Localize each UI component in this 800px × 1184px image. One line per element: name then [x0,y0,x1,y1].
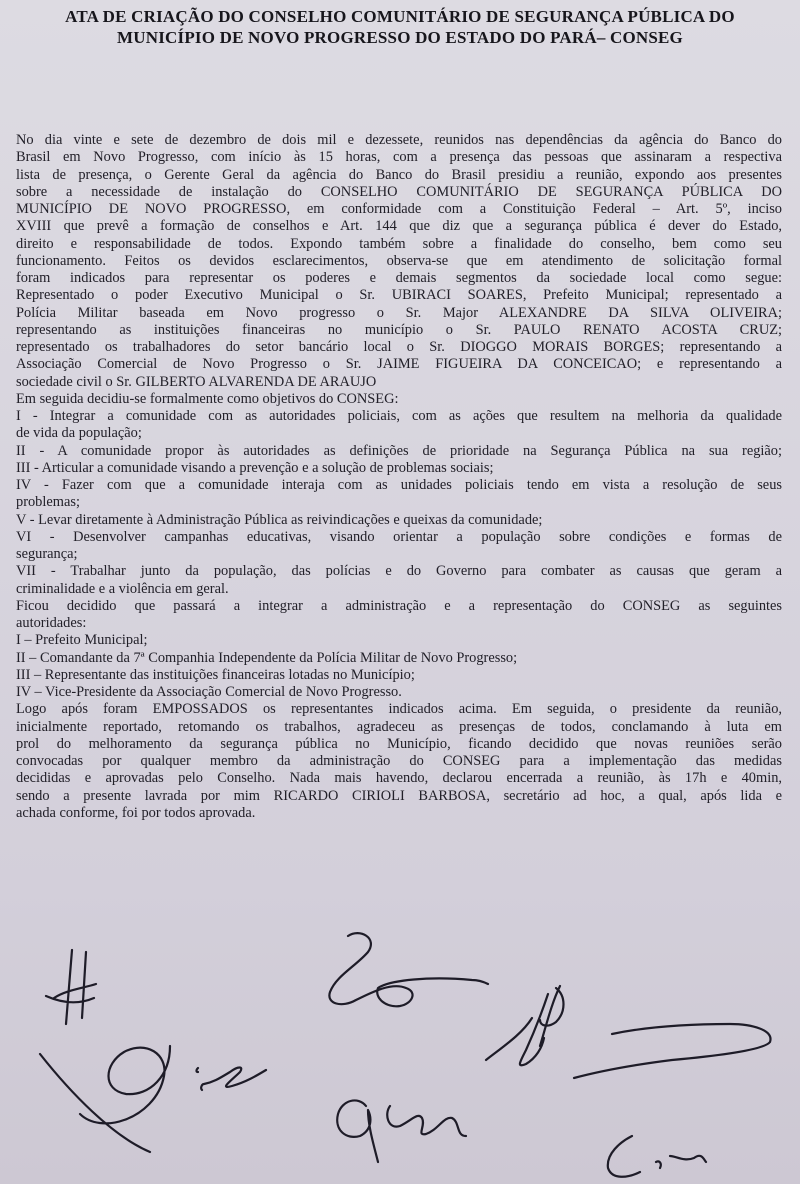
text-line: lista de presença, o Gerente Geral da agência do Banco do Brasil presidiu a reunião, expondo aos presentes [16,166,782,183]
signature-5 [40,1046,266,1152]
signature-6 [337,1100,466,1162]
text-line: Associação Comercial de Novo Progresso o Sr. JAIME FIGUEIRA DA CONCEICAO; e representando a [16,356,782,373]
text-line: autoridades: [16,615,87,631]
text-line: Brasil em Novo Progresso, com início às 15 horas, com a presença das pessoas que assinaram a respectiva [16,149,782,166]
text-line: sobre a necessidade de instalação do CONSELHO COMUNITÁRIO DE SEGURANÇA PÚBLICA DO [16,183,782,200]
text-line: representado os trabalhadores do setor bancário local o Sr. DIOGGO MORAIS BORGES; representando a [16,339,782,355]
signature-1 [46,950,96,1024]
text-line: III - Articular a comunidade visando a prevenção e a solução de problemas sociais; [16,459,494,476]
document-title [0,6,800,48]
minutes-body [16,132,782,822]
text-line: III – Representante das instituições financeiras lotadas no Município; [16,666,415,683]
text-line: de vida da população; [16,425,142,442]
title-line-1: ATA DE CRIAÇÃO DO CONSELHO COMUNITÁRIO DE SEGURANÇA PÚBLICA DO [65,7,735,26]
signatures [0,900,800,1184]
text-line: Em seguida decidiu-se formalmente como objetivos do CONSEG: [16,390,399,407]
text-line: IV - Fazer com que a comunidade interaja com as unidades policiais tendo em vista a resolução de seus [16,477,782,493]
signature-4 [574,1024,770,1078]
text-line: convocadas por qualquer membro da administração do CONSEG para a implementação das medidas [16,753,782,769]
text-line: Ficou decidido que passará a integrar a administração e a representação do CONSEG as seguintes [16,597,782,614]
text-line: sendo a presente lavrada por mim RICARDO CIRIOLI BARBOSA, secretário ad hoc, a qual, após lida e [16,787,782,804]
text-line: XVIII que prevê a formação de conselhos e Art. 144 que diz que a segurança pública é dever do Estado, [16,218,782,235]
text-line: VII - Trabalhar junto da população, das polícias e do Governo para combater as causas que geram a [16,563,782,580]
text-line: funcionamento. Feitos os devidos esclarecimentos, observa-se que em atendimento de solicitação formal [16,252,782,269]
text-line: prol do melhoramento da segurança pública no Município, ficando decidido que novas reuniões serão [16,735,782,752]
text-line: VI - Desenvolver campanhas educativas, visando orientar a população sobre condições e formas de [16,528,782,545]
text-line: direito e responsabilidade de todos. Expondo também sobre a finalidade do conselho, bem como seu [16,235,782,252]
text-line: IV – Vice-Presidente da Associação Comercial de Novo Progresso. [16,684,402,700]
text-line: I - Integrar a comunidade com as autoridades policiais, com as ações que resultem na melhoria da qualidade [16,408,782,424]
signatures-area [0,900,800,1184]
title-line-2: MUNICÍPIO DE NOVO PROGRESSO DO ESTADO DO PARÁ– CONSEG [117,28,683,47]
text-line: foram indicados para representar os poderes e demais segmentos da sociedade local como segue: [16,270,782,286]
text-line: problemas; [16,494,80,511]
text-line: Polícia Militar baseada em Novo progresso o Sr. Major ALEXANDRE DA SILVA OLIVEIRA; [16,304,782,321]
text-line: V - Levar diretamente à Administração Pública as reivindicações e queixas da comunidade; [16,511,543,528]
text-line: inicialmente reportado, retomando os trabalhos, agradeceu as presenças de todos, conclamando à luta em [16,718,782,735]
text-line: representando as instituições financeiras no município o Sr. PAULO RENATO ACOSTA CRUZ; [16,321,782,338]
signature-7 [608,1136,706,1177]
text-line: Representado o poder Executivo Municipal o Sr. UBIRACI SOARES, Prefeito Municipal; representado a [16,287,782,304]
text-line: I – Prefeito Municipal; [16,632,148,649]
text-line: II – Comandante da 7ª Companhia Independente da Polícia Militar de Novo Progresso; [16,649,518,666]
text-line: segurança; [16,546,78,562]
text-line: Logo após foram EMPOSSADOS os representantes indicados acima. Em seguida, o presidente da reunião, [16,701,782,718]
signature-2 [329,933,488,1006]
text-line: achada conforme, foi por todos aprovada. [16,804,256,821]
text-line: criminalidade e a violência em geral. [16,580,229,597]
text-line: decididas e aprovadas pelo Conselho. Nada mais havendo, declarou encerrada a reunião, às 17h e 40min, [16,770,782,787]
text-line: MUNICÍPIO DE NOVO PROGRESSO, em conformidade com a Constituição Federal – Art. 5º, inciso [16,201,782,217]
signature-3 [486,986,564,1065]
text-line: sociedade civil o Sr. GILBERTO ALVARENDA DE ARAUJO [16,373,377,390]
text-line: No dia vinte e sete de dezembro de dois mil e dezessete, reunidos nas dependências da agência do Banco do [16,132,782,148]
text-line: II - A comunidade propor às autoridades as definições de prioridade na Segurança Pública na sua região; [16,442,782,459]
